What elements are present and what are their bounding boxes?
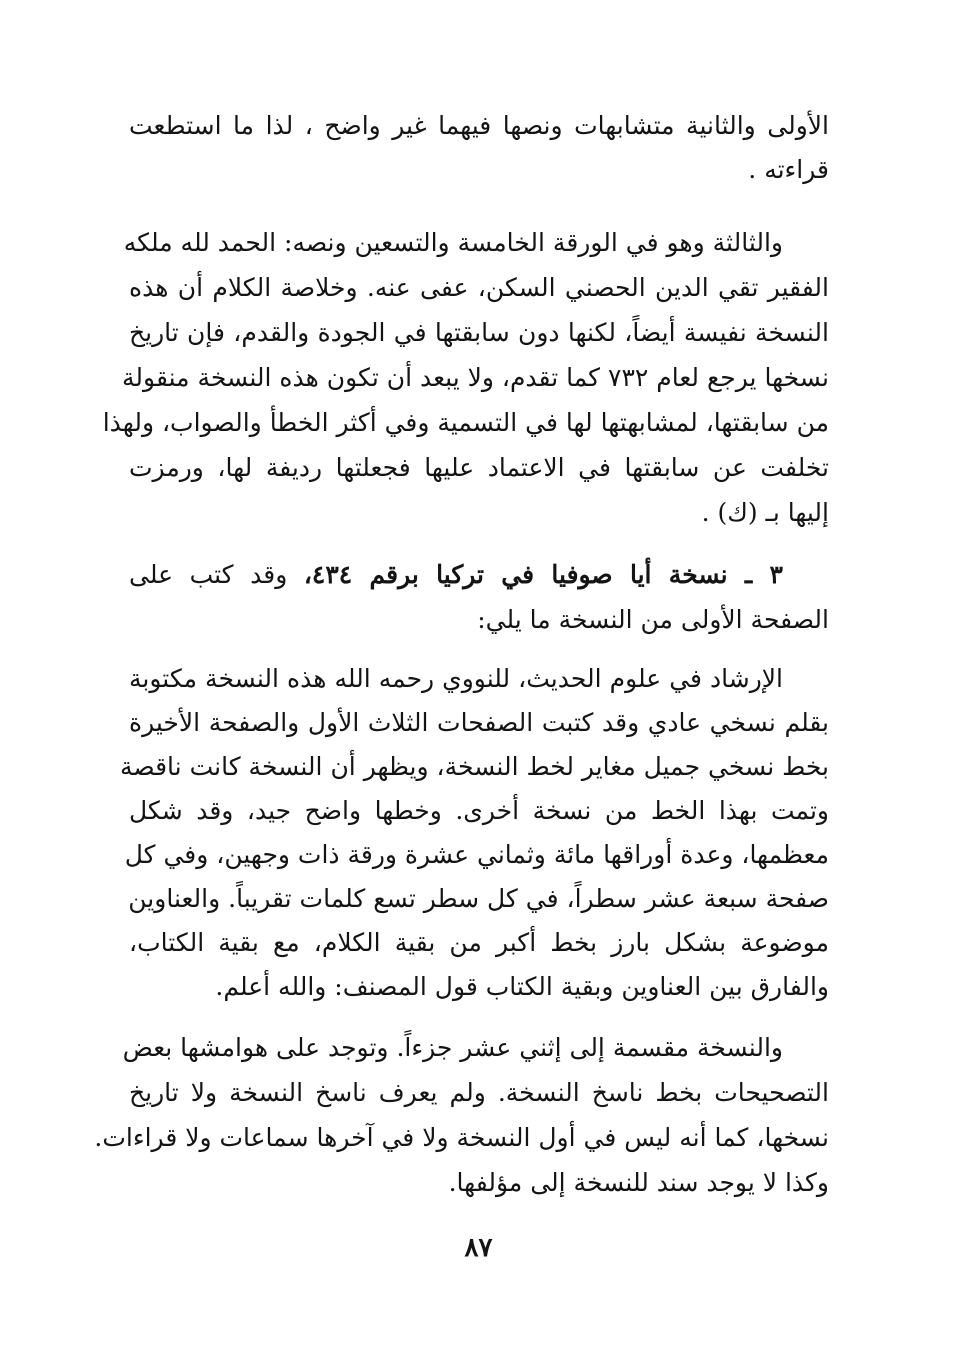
text-line: تخلفت عن سابقتها في الاعتماد عليها فجعلتها رديفة لها، ورمزت: [129, 453, 829, 482]
text-line: من سابقتها، لمشابهتها لها في التسمية وفي أكثر الخطأ والصواب، ولهذا: [102, 408, 829, 437]
text-line: الإرشاد في علوم الحديث، للنووي رحمه الله هذه النسخة مكتوبة: [129, 664, 783, 693]
text-line: نسخها، كما أنه ليس في أول النسخة ولا في آخرها سماعات ولا قراءات.: [94, 1123, 829, 1152]
section-heading: ٣ ـ نسخة أيا صوفيا في تركيا برقم ٤٣٤،: [303, 560, 783, 589]
text-line: موضوعة بشكل بارز بخط أكبر من بقية الكلام، مع بقية الكتاب،: [129, 928, 829, 957]
text-line: والنسخة مقسمة إلى إثني عشر جزءاً. وتوجد على هوامشها بعض: [122, 1033, 783, 1062]
text-line: صفحة سبعة عشر سطراً، في كل سطر تسع كلمات تقريباً. والعناوين: [128, 884, 829, 913]
text-line: التصحيحات بخط ناسخ النسخة. ولم يعرف ناسخ النسخة ولا تاريخ: [129, 1078, 829, 1107]
text-line: بقلم نسخي عادي وقد كتبت الصفحات الثلاث الأول والصفحة الأخيرة: [129, 708, 829, 737]
text-line: وتمت بهذا الخط من نسخة أخرى. وخطها واضح جيد، وقد شكل: [129, 796, 829, 825]
text-line: والثالثة وهو في الورقة الخامسة والتسعين ونصه: الحمد لله ملكه: [123, 228, 783, 257]
text-line: بخط نسخي جميل مغاير لخط النسخة، ويظهر أن النسخة كانت ناقصة: [120, 752, 829, 781]
text-line: قراءته .: [748, 155, 829, 184]
text-line: الصفحة الأولى من النسخة ما يلي:: [477, 605, 829, 634]
heading-continuation: وقد كتب على: [129, 560, 288, 589]
text-line: نسخها يرجع لعام ٧٣٢ كما تقدم، ولا يبعد أن تكون هذه النسخة منقولة: [122, 363, 829, 392]
page-number: ٨٧: [464, 1233, 493, 1263]
text-line: النسخة نفيسة أيضاً، لكنها دون سابقتها في الجودة والقدم، فإن تاريخ: [129, 318, 829, 347]
text-line: إليها بـ (ك) .: [701, 498, 829, 527]
text-line: الأولى والثانية متشابهات ونصها فيهما غير واضح ، لذا ما استطعت: [129, 111, 829, 140]
text-line: وكذا لا يوجد سند للنسخة إلى مؤلفها.: [448, 1168, 829, 1197]
text-line: معظمها، وعدة أوراقها مائة وثماني عشرة ورقة ذات وجهين، وفي كل: [124, 840, 829, 869]
text-line: الفقير تقي الدين الحصني السكن، عفى عنه. وخلاصة الكلام أن هذه: [129, 273, 829, 302]
text-line: والفارق بين العناوين وبقية الكتاب قول المصنف: والله أعلم.: [215, 972, 829, 1001]
text-line: [129, 553, 829, 597]
